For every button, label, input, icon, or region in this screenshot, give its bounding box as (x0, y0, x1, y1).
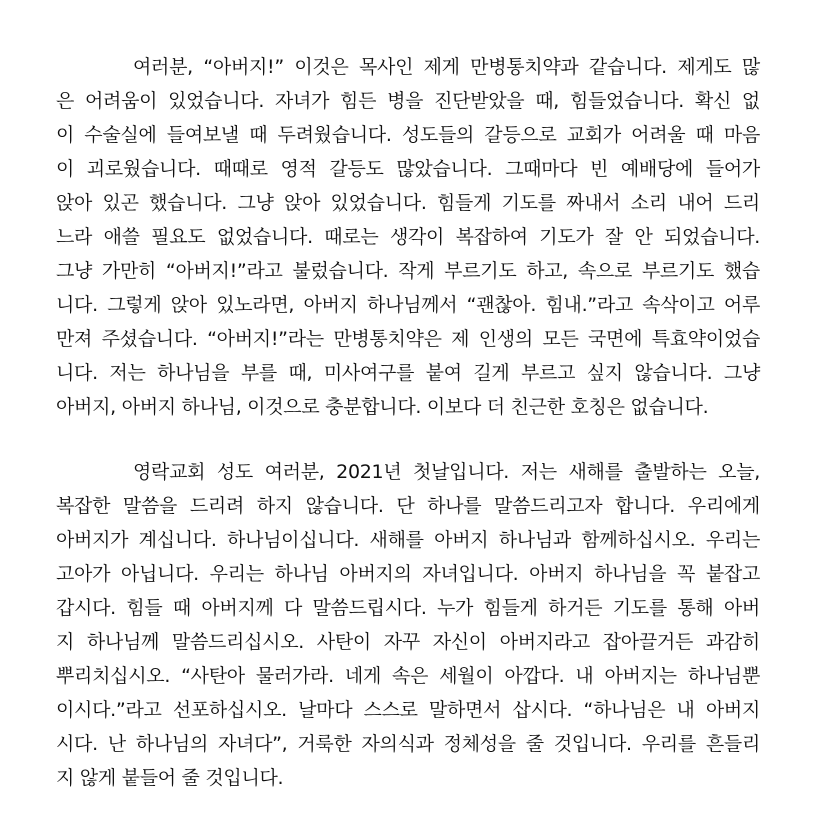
paragraph-line: 이 괴로웠습니다. 때때로 영적 갈등도 많았습니다. 그때마다 빈 예배당에 들어가 (56, 158, 760, 180)
paragraph-line: 느라 애쓸 필요도 없었습니다. 때로는 생각이 복잡하여 기도가 잘 안 되었습니다. (56, 226, 760, 248)
paragraph-line: 그냥 가만히 “아버지!”라고 불렀습니다. 작게 부르기도 하고, 속으로 부르기도 했습 (56, 260, 760, 282)
paragraph-1 (56, 50, 760, 424)
paragraph-line: 은 어려움이 있었습니다. 자녀가 힘든 병을 진단받았을 때, 힘들었습니다. 확신 없 (56, 90, 760, 112)
paragraph-line: 지 않게 붙들어 줄 것입니다. (56, 767, 284, 789)
paragraph-line: 이 수술실에 들여보낼 때 두려웠습니다. 성도들의 갈등으로 교회가 어려울 때 마음 (56, 124, 760, 146)
paragraph-line: 아버지가 계십니다. 하나님이십니다. 새해를 아버지 하나님과 함께하십시오. 우리는 (56, 529, 760, 551)
paragraph-line: 니다. 그렇게 앉아 있노라면, 아버지 하나님께서 “괜찮아. 힘내.”라고 속삭이고 어루 (56, 294, 760, 316)
paragraph-line: 갑시다. 힘들 때 아버지께 다 말씀드립시다. 누가 힘들게 하거든 기도를 통해 아버 (56, 597, 760, 619)
paragraph-line: 영락교회 성도 여러분, 2021년 첫날입니다. 저는 새해를 출발하는 오늘, (133, 461, 760, 483)
paragraph-line: 시다. 난 하나님의 자녀다”, 거룩한 자의식과 정체성을 줄 것입니다. 우리를 흔들리 (56, 733, 760, 755)
paragraph-spacer (56, 424, 760, 455)
paragraph-line: 이시다.”라고 선포하십시오. 날마다 스스로 말하면서 삽시다. “하나님은 내 아버지 (56, 699, 760, 721)
paragraph-line: 고아가 아닙니다. 우리는 하나님 아버지의 자녀입니다. 아버지 하나님을 꼭 붙잡고 (56, 563, 760, 585)
paragraph-line: 복잡한 말씀을 드리려 하지 않습니다. 단 하나를 말씀드리고자 합니다. 우리에게 (56, 495, 760, 517)
paragraph-line: 여러분, “아버지!” 이것은 목사인 제게 만병통치약과 같습니다. 제게도 많 (133, 56, 760, 78)
paragraph-2 (56, 455, 760, 795)
paragraph-line: 만져 주셨습니다. “아버지!”라는 만병통치약은 제 인생의 모든 국면에 특효약이었습 (56, 328, 760, 350)
paragraph-line: 니다. 저는 하나님을 부를 때, 미사여구를 붙여 길게 부르고 싶지 않습니다. 그냥 (56, 362, 760, 384)
paragraph-line: 아버지, 아버지 하나님, 이것으로 충분합니다. 이보다 더 친근한 호칭은 없습니다. (56, 396, 709, 418)
paragraph-line: 앉아 있곤 했습니다. 그냥 앉아 있었습니다. 힘들게 기도를 짜내서 소리 내어 드리 (56, 192, 760, 214)
paragraph-line: 지 하나님께 말씀드리십시오. 사탄이 자꾸 자신이 아버지라고 잡아끌거든 과감히 (56, 631, 760, 653)
paragraph-line: 뿌리치십시오. “사탄아 물러가라. 네게 속은 세월이 아깝다. 내 아버지는 하나님뿐 (56, 665, 760, 687)
